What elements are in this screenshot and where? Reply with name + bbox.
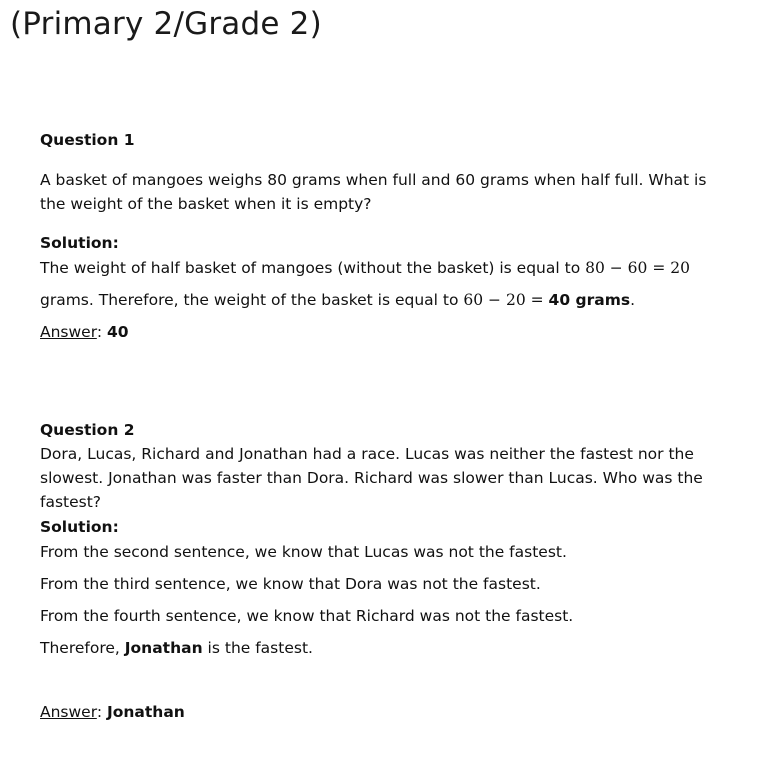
solution-text: Therefore, <box>40 639 125 657</box>
answer-value: Jonathan <box>106 703 185 721</box>
question-2-heading: Question 2 <box>40 421 135 439</box>
question-2-answer <box>40 700 730 724</box>
answer-label: Answer <box>40 703 97 721</box>
solution-name: Jonathan <box>124 639 203 657</box>
answer-value: 40 <box>106 323 129 341</box>
question-1-solution-line-1 <box>40 256 730 280</box>
solution-text: The weight of half basket of mangoes (without the basket) is equal to <box>40 259 586 277</box>
solution-result: 40 grams <box>548 291 631 309</box>
question-1-text: A basket of mangoes weighs 80 grams when full and 60 grams when half full. What is the weight of the basket when it is empty? <box>40 171 707 213</box>
question-2-solution-line-3: From the fourth sentence, we know that Richard was not the fastest. <box>40 607 574 625</box>
question-2-solution-line-4 <box>40 636 730 660</box>
solution-math: 60 − 20 = <box>463 291 544 309</box>
answer-separator: : <box>96 703 107 721</box>
question-1-solution-label: Solution: <box>40 234 119 252</box>
question-2-solution-line-1: From the second sentence, we know that Lucas was not the fastest. <box>40 543 567 561</box>
answer-separator: : <box>96 323 107 341</box>
page-title: (Primary 2/Grade 2) <box>10 6 322 42</box>
question-2-solution-label: Solution: <box>40 518 119 536</box>
question-2-text: Dora, Lucas, Richard and Jonathan had a race. Lucas was neither the fastest nor the slowest. Jonathan was faster than Dora. Richard was slower than Lucas. Who was the fastest? <box>40 445 703 511</box>
question-1-solution-line-2 <box>40 288 730 312</box>
solution-math: 80 − 60 = 20 <box>585 259 690 277</box>
question-1-answer <box>40 320 730 344</box>
question-2-solution-line-2: From the third sentence, we know that Dora was not the fastest. <box>40 575 541 593</box>
solution-text: grams. Therefore, the weight of the basket is equal to <box>40 291 464 309</box>
question-1-heading: Question 1 <box>40 131 135 149</box>
answer-label: Answer <box>40 323 97 341</box>
solution-period: . <box>630 291 636 309</box>
solution-text: is the fastest. <box>202 639 313 657</box>
